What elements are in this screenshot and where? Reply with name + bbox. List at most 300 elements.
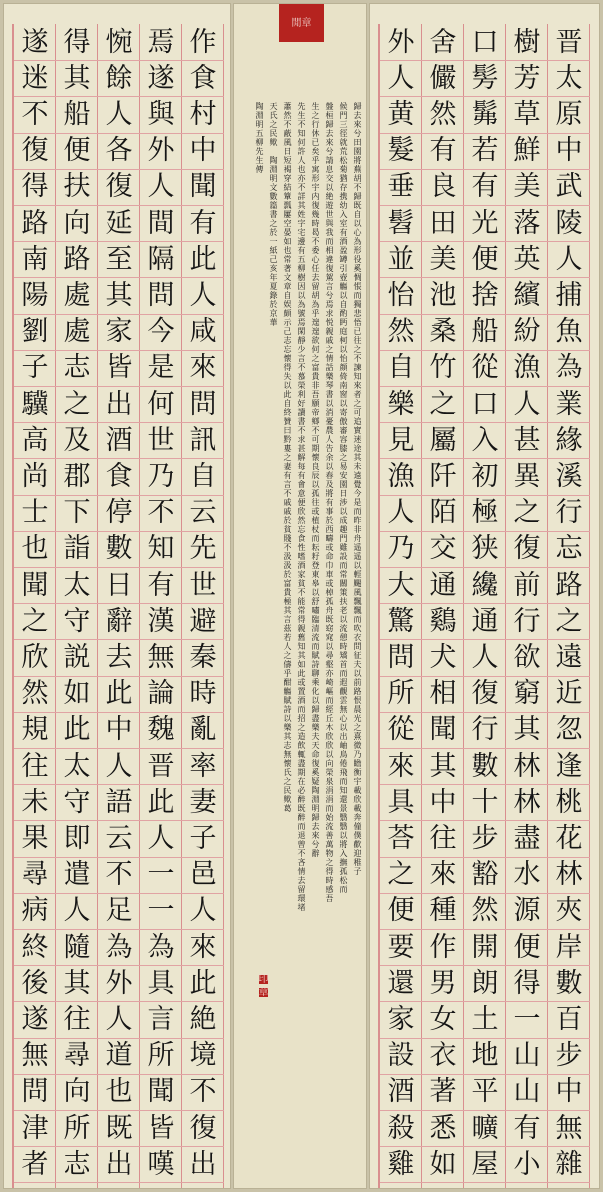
character-cell: 遂	[140, 60, 182, 97]
small-script-column: 先生不知何許人也亦不詳其姓字宅邊有五柳樹因以為號焉閑靜少言不慕榮利好讀書不求甚解每有會意便欣然忘食性嗜酒家貧不能常得親舊知其如此或置酒而招之造飲輒盡期在必醉既醉而退曾不吝情去留環堵	[297, 102, 306, 912]
character-cell: 十	[464, 784, 506, 821]
character-cell: 人	[98, 748, 140, 785]
character-cell: 盡	[506, 820, 548, 857]
character-cell: 亂	[182, 712, 224, 749]
character-cell: 家	[380, 1001, 422, 1038]
character-cell: 人	[380, 495, 422, 532]
character-cell: 極	[464, 495, 506, 532]
character-cell: 曠	[464, 1110, 506, 1147]
character-cell: 扶	[56, 169, 98, 206]
character-cell: 忽	[548, 712, 590, 749]
character-cell: 黄	[380, 96, 422, 133]
character-cell: 光	[464, 205, 506, 242]
character-cell: 迷	[14, 60, 56, 97]
character-cell: 聞	[182, 169, 224, 206]
character-cell: 之	[506, 495, 548, 532]
character-cell: 具	[380, 784, 422, 821]
character-cell: 桃	[548, 784, 590, 821]
character-cell: 步	[548, 1038, 590, 1075]
character-cell: 此	[56, 712, 98, 749]
character-cell: 無	[14, 1038, 56, 1075]
character-cell: 便	[56, 133, 98, 170]
character-cell: 人	[140, 169, 182, 206]
character-cell: 然	[380, 314, 422, 351]
text-column	[139, 24, 182, 1188]
character-cell: 窮	[506, 676, 548, 713]
character-cell: 土	[464, 1001, 506, 1038]
character-cell: 此	[98, 676, 140, 713]
character-cell: 之	[548, 603, 590, 640]
character-cell: 之	[56, 386, 98, 423]
character-cell: 人	[140, 820, 182, 857]
character-cell: 語	[98, 784, 140, 821]
character-cell: 朗	[464, 965, 506, 1002]
character-cell: 一	[140, 857, 182, 894]
character-cell: 行	[548, 495, 590, 532]
character-cell: 間	[140, 205, 182, 242]
character-cell: 開	[464, 929, 506, 966]
character-cell: 出	[98, 1146, 140, 1183]
character-cell: 病	[14, 893, 56, 930]
character-cell: 要	[380, 929, 422, 966]
character-cell: 數	[464, 748, 506, 785]
character-cell: 乃	[380, 531, 422, 568]
character-cell: 焉	[140, 24, 182, 61]
character-cell: 船	[56, 96, 98, 133]
character-cell: 衣	[422, 1038, 464, 1075]
character-cell: 漁	[380, 458, 422, 495]
character-cell: 尚	[14, 458, 56, 495]
calligraphy-panel-right	[370, 4, 599, 1188]
character-cell: 高	[14, 422, 56, 459]
character-cell: 人	[464, 639, 506, 676]
text-column	[13, 24, 56, 1188]
character-cell: 交	[422, 531, 464, 568]
character-cell: 數	[548, 965, 590, 1002]
character-cell: 下	[56, 495, 98, 532]
character-cell: 處	[56, 277, 98, 314]
character-cell: 捨	[464, 277, 506, 314]
character-cell: 是	[140, 350, 182, 387]
character-cell: 竹	[422, 350, 464, 387]
character-cell: 原	[548, 96, 590, 133]
character-cell: 步	[464, 820, 506, 857]
character-cell: 狭	[464, 531, 506, 568]
character-cell: 得	[506, 965, 548, 1002]
character-cell: 各	[98, 133, 140, 170]
character-cell: 花	[548, 820, 590, 857]
character-cell: 遠	[548, 639, 590, 676]
character-cell: 有	[182, 205, 224, 242]
character-cell: 隔	[140, 241, 182, 278]
character-cell: 林	[506, 748, 548, 785]
character-cell: 訊	[182, 422, 224, 459]
seal-small-2: 章	[258, 987, 269, 998]
text-column	[421, 24, 464, 1188]
character-cell: 聞	[140, 1074, 182, 1111]
character-cell: 不	[14, 96, 56, 133]
character-cell: 著	[422, 1074, 464, 1111]
character-cell: 足	[98, 893, 140, 930]
character-cell: 魏	[140, 712, 182, 749]
character-cell: 問	[182, 386, 224, 423]
character-cell: 人	[182, 277, 224, 314]
grid-right	[378, 24, 590, 1188]
character-cell: 男	[422, 965, 464, 1002]
character-cell: 既	[98, 1110, 140, 1147]
character-cell: 去	[98, 639, 140, 676]
character-cell: 尋	[14, 857, 56, 894]
character-cell: 行	[464, 712, 506, 749]
character-cell: 雞	[380, 1146, 422, 1183]
character-cell: 魚	[548, 314, 590, 351]
character-cell: 避	[182, 603, 224, 640]
character-cell: 鷄	[422, 603, 464, 640]
character-cell: 乃	[140, 458, 182, 495]
character-cell: 前	[506, 567, 548, 604]
character-cell: 論	[140, 676, 182, 713]
character-cell: 犬	[422, 639, 464, 676]
text-column	[463, 24, 506, 1188]
character-cell: 規	[14, 712, 56, 749]
character-cell: 然	[14, 676, 56, 713]
seal-small-1: 印	[258, 974, 269, 985]
character-cell: 如	[422, 1146, 464, 1183]
text-column	[547, 24, 590, 1188]
character-cell: 武	[548, 169, 590, 206]
character-cell: 所	[380, 676, 422, 713]
character-cell: 作	[182, 24, 224, 61]
character-cell: 人	[182, 893, 224, 930]
character-cell: 餘	[98, 60, 140, 97]
small-script-column: 天氏之民歟 陶淵明文數篇書之於一紙己亥年夏錄於京華	[269, 102, 278, 327]
character-cell: 之	[422, 386, 464, 423]
character-cell: 見	[380, 422, 422, 459]
character-cell: 説	[56, 639, 98, 676]
character-cell: 屋	[464, 1146, 506, 1183]
character-cell: 池	[422, 277, 464, 314]
character-cell: 山	[506, 1074, 548, 1111]
small-script-column: 候門三徑就荒松菊猶存携幼入室有酒盈罇引壺觴以自酌眄庭柯以怡顔倚南窗以寄傲審容膝之易安園日涉以成趣門雖設而常關策扶老以流憩時矯首而遐觀雲無心以出岫鳥倦飛而知還景翳翳以將入撫孤松而	[339, 102, 348, 894]
character-cell: 便	[380, 893, 422, 930]
character-cell: 晋	[548, 24, 590, 61]
character-cell: 百	[548, 1001, 590, 1038]
character-cell: 怡	[380, 277, 422, 314]
character-cell: 林	[548, 857, 590, 894]
character-cell: 中	[182, 133, 224, 170]
character-cell: 小	[506, 1146, 548, 1183]
character-cell: 境	[182, 1038, 224, 1075]
character-cell: 無	[548, 1110, 590, 1147]
small-script-column: 陶淵明五柳先生傳	[255, 102, 264, 174]
character-cell: 自	[380, 350, 422, 387]
character-cell: 桑	[422, 314, 464, 351]
character-cell: 及	[56, 422, 98, 459]
character-cell: 太	[56, 748, 98, 785]
character-cell: 其	[56, 60, 98, 97]
character-cell: 其	[506, 712, 548, 749]
character-cell: 果	[14, 820, 56, 857]
character-cell: 無	[140, 639, 182, 676]
character-cell: 水	[506, 857, 548, 894]
character-cell: 詣	[56, 531, 98, 568]
character-cell: 英	[506, 241, 548, 278]
character-cell: 何	[140, 386, 182, 423]
character-cell: 入	[464, 422, 506, 459]
character-cell: 復	[464, 676, 506, 713]
character-cell: 復	[182, 1110, 224, 1147]
character-cell: 從	[464, 350, 506, 387]
character-cell: 纔	[464, 567, 506, 604]
small-script-column: 盤桓歸去來兮請息交以絶遊世與我而相違復駕言兮焉求悦親戚之情話樂琴書以消憂農人告余以春及將有事於西疇或命巾車或棹孤舟既窈窕以尋壑亦崎嶇而經丘木欣欣以向榮泉涓涓而始流善萬物之得時感吾	[325, 102, 334, 903]
character-cell: 辭	[98, 603, 140, 640]
character-cell: 子	[14, 350, 56, 387]
character-cell: 然	[422, 96, 464, 133]
character-cell: 遣	[56, 857, 98, 894]
character-cell: 酒	[98, 422, 140, 459]
character-cell: 外	[380, 24, 422, 61]
character-cell: 良	[422, 169, 464, 206]
character-cell: 不	[98, 857, 140, 894]
character-cell: 林	[506, 784, 548, 821]
character-cell: 未	[14, 784, 56, 821]
character-cell: 復	[98, 169, 140, 206]
character-cell: 業	[548, 386, 590, 423]
character-cell: 為	[548, 350, 590, 387]
character-cell: 為	[140, 929, 182, 966]
character-cell: 若	[464, 133, 506, 170]
character-cell: 來	[182, 929, 224, 966]
character-cell: 路	[56, 241, 98, 278]
character-cell: 志	[56, 350, 98, 387]
character-cell: 驥	[14, 386, 56, 423]
character-cell: 美	[506, 169, 548, 206]
character-cell: 初	[464, 458, 506, 495]
character-cell: 阡	[422, 458, 464, 495]
character-cell: 惋	[98, 24, 140, 61]
character-cell: 女	[422, 1001, 464, 1038]
character-cell: 陽	[14, 277, 56, 314]
character-cell: 食	[182, 60, 224, 97]
character-cell: 絶	[182, 1001, 224, 1038]
character-cell: 復	[506, 531, 548, 568]
character-cell: 今	[140, 314, 182, 351]
character-cell: 源	[506, 893, 548, 930]
text-column	[379, 24, 422, 1188]
character-cell: 外	[98, 965, 140, 1002]
character-cell: 來	[380, 748, 422, 785]
character-cell: 中	[422, 784, 464, 821]
character-cell: 漢	[140, 603, 182, 640]
character-cell: 驚	[380, 603, 422, 640]
character-cell: 岸	[548, 929, 590, 966]
character-cell: 漁	[506, 350, 548, 387]
character-cell: 有	[464, 169, 506, 206]
character-cell: 草	[506, 96, 548, 133]
character-cell: 終	[14, 929, 56, 966]
character-cell: 往	[422, 820, 464, 857]
character-cell: 其	[98, 277, 140, 314]
character-cell: 溪	[548, 458, 590, 495]
character-cell: 一	[140, 893, 182, 930]
character-cell: 也	[98, 1074, 140, 1111]
character-cell: 尋	[56, 1038, 98, 1075]
character-cell: 相	[422, 676, 464, 713]
character-cell: 繽	[506, 277, 548, 314]
character-cell: 山	[506, 1038, 548, 1075]
character-cell: 悉	[422, 1110, 464, 1147]
character-cell: 髮	[380, 133, 422, 170]
character-cell: 有	[140, 567, 182, 604]
character-cell: 荅	[380, 820, 422, 857]
character-cell: 往	[56, 1001, 98, 1038]
character-cell: 路	[548, 567, 590, 604]
character-cell: 髣	[464, 60, 506, 97]
character-cell: 時	[182, 676, 224, 713]
character-cell: 日	[98, 567, 140, 604]
character-cell: 問	[14, 1074, 56, 1111]
character-cell: 其	[422, 748, 464, 785]
character-cell: 往	[14, 748, 56, 785]
character-cell: 劉	[14, 314, 56, 351]
calligraphy-panel-left	[4, 4, 230, 1188]
character-cell: 陵	[548, 205, 590, 242]
character-cell: 云	[182, 495, 224, 532]
character-cell: 向	[56, 1074, 98, 1111]
grid-left	[12, 24, 224, 1188]
character-cell: 然	[464, 893, 506, 930]
character-cell: 得	[56, 24, 98, 61]
character-cell: 從	[380, 712, 422, 749]
character-cell: 田	[422, 205, 464, 242]
small-script-column: 歸去來兮田園將蕪胡不歸既自以心為形役奚惆悵而獨悲悟已往之不諫知來者之可追實迷途其未遠覺今是而昨非舟遥遥以輕颺風飄飄而吹衣問征夫以前路恨晨光之熹微乃瞻衡宇載欣載奔僮僕歡迎稚子	[353, 102, 362, 876]
character-cell: 人	[506, 386, 548, 423]
character-cell: 大	[380, 567, 422, 604]
character-cell: 殺	[380, 1110, 422, 1147]
character-cell: 有	[506, 1110, 548, 1147]
character-cell: 芳	[506, 60, 548, 97]
character-cell: 口	[464, 386, 506, 423]
character-cell: 其	[56, 965, 98, 1002]
character-cell: 人	[380, 60, 422, 97]
character-cell: 皆	[98, 350, 140, 387]
character-cell: 行	[506, 603, 548, 640]
character-cell: 屬	[422, 422, 464, 459]
character-cell: 為	[98, 929, 140, 966]
character-cell: 樂	[380, 386, 422, 423]
character-cell: 太	[56, 567, 98, 604]
character-cell: 問	[140, 277, 182, 314]
character-cell: 髴	[464, 96, 506, 133]
character-cell: 口	[464, 24, 506, 61]
character-cell: 出	[98, 386, 140, 423]
character-cell: 出	[182, 1146, 224, 1183]
character-cell: 延	[98, 205, 140, 242]
character-cell: 人	[56, 893, 98, 930]
character-cell: 酒	[380, 1074, 422, 1111]
character-cell: 種	[422, 893, 464, 930]
character-cell: 外	[140, 133, 182, 170]
small-script-column: 生之行休已矣乎寓形宇内復幾時曷不委心任去留胡為乎遑遑欲何之富貴非吾願帝鄉不可期懷良辰以孤往或植杖而耘耔登東皋以舒嘯臨清流而賦詩聊乘化以歸盡樂夫天命復奚疑陶淵明歸去來兮辭	[311, 102, 320, 858]
character-cell: 一	[506, 1001, 548, 1038]
character-cell: 津	[14, 1110, 56, 1147]
character-cell: 之	[380, 857, 422, 894]
character-cell: 晋	[140, 748, 182, 785]
character-cell: 咸	[182, 314, 224, 351]
text-column	[505, 24, 548, 1188]
character-cell: 士	[14, 495, 56, 532]
character-cell: 之	[14, 603, 56, 640]
character-cell: 忘	[548, 531, 590, 568]
character-cell: 美	[422, 241, 464, 278]
character-cell: 復	[14, 133, 56, 170]
character-cell: 妻	[182, 784, 224, 821]
character-cell: 捕	[548, 277, 590, 314]
character-cell: 所	[140, 1038, 182, 1075]
character-cell: 髫	[380, 205, 422, 242]
text-column	[55, 24, 98, 1188]
character-cell: 處	[56, 314, 98, 351]
character-cell: 設	[380, 1038, 422, 1075]
character-cell: 欲	[506, 639, 548, 676]
character-cell: 數	[98, 531, 140, 568]
character-cell: 鮮	[506, 133, 548, 170]
character-cell: 停	[98, 495, 140, 532]
character-cell: 者	[14, 1146, 56, 1183]
character-cell: 平	[464, 1074, 506, 1111]
character-cell: 船	[464, 314, 506, 351]
character-cell: 自	[182, 458, 224, 495]
character-cell: 邑	[182, 857, 224, 894]
character-cell: 不	[182, 1074, 224, 1111]
character-cell: 言	[140, 1001, 182, 1038]
character-cell: 世	[140, 422, 182, 459]
character-cell: 垂	[380, 169, 422, 206]
character-cell: 云	[98, 820, 140, 857]
character-cell: 與	[140, 96, 182, 133]
character-cell: 甚	[506, 422, 548, 459]
character-cell: 還	[380, 965, 422, 1002]
character-cell: 後	[14, 965, 56, 1002]
character-cell: 子	[182, 820, 224, 857]
character-cell: 知	[140, 531, 182, 568]
character-cell: 中	[548, 133, 590, 170]
character-cell: 便	[464, 241, 506, 278]
character-cell: 紛	[506, 314, 548, 351]
character-cell: 先	[182, 531, 224, 568]
character-cell: 守	[56, 784, 98, 821]
character-cell: 得	[14, 169, 56, 206]
character-cell: 率	[182, 748, 224, 785]
character-cell: 問	[380, 639, 422, 676]
character-cell: 雜	[548, 1146, 590, 1183]
character-cell: 通	[464, 603, 506, 640]
character-cell: 道	[98, 1038, 140, 1075]
character-cell: 此	[182, 965, 224, 1002]
character-cell: 皆	[140, 1110, 182, 1147]
character-cell: 落	[506, 205, 548, 242]
character-cell: 樹	[506, 24, 548, 61]
seal-top: 閒章	[279, 4, 324, 42]
character-cell: 有	[422, 133, 464, 170]
character-cell: 路	[14, 205, 56, 242]
character-cell: 隨	[56, 929, 98, 966]
character-cell: 聞	[422, 712, 464, 749]
character-cell: 嘆	[140, 1146, 182, 1183]
character-cell: 南	[14, 241, 56, 278]
text-column	[97, 24, 140, 1188]
character-cell: 食	[98, 458, 140, 495]
